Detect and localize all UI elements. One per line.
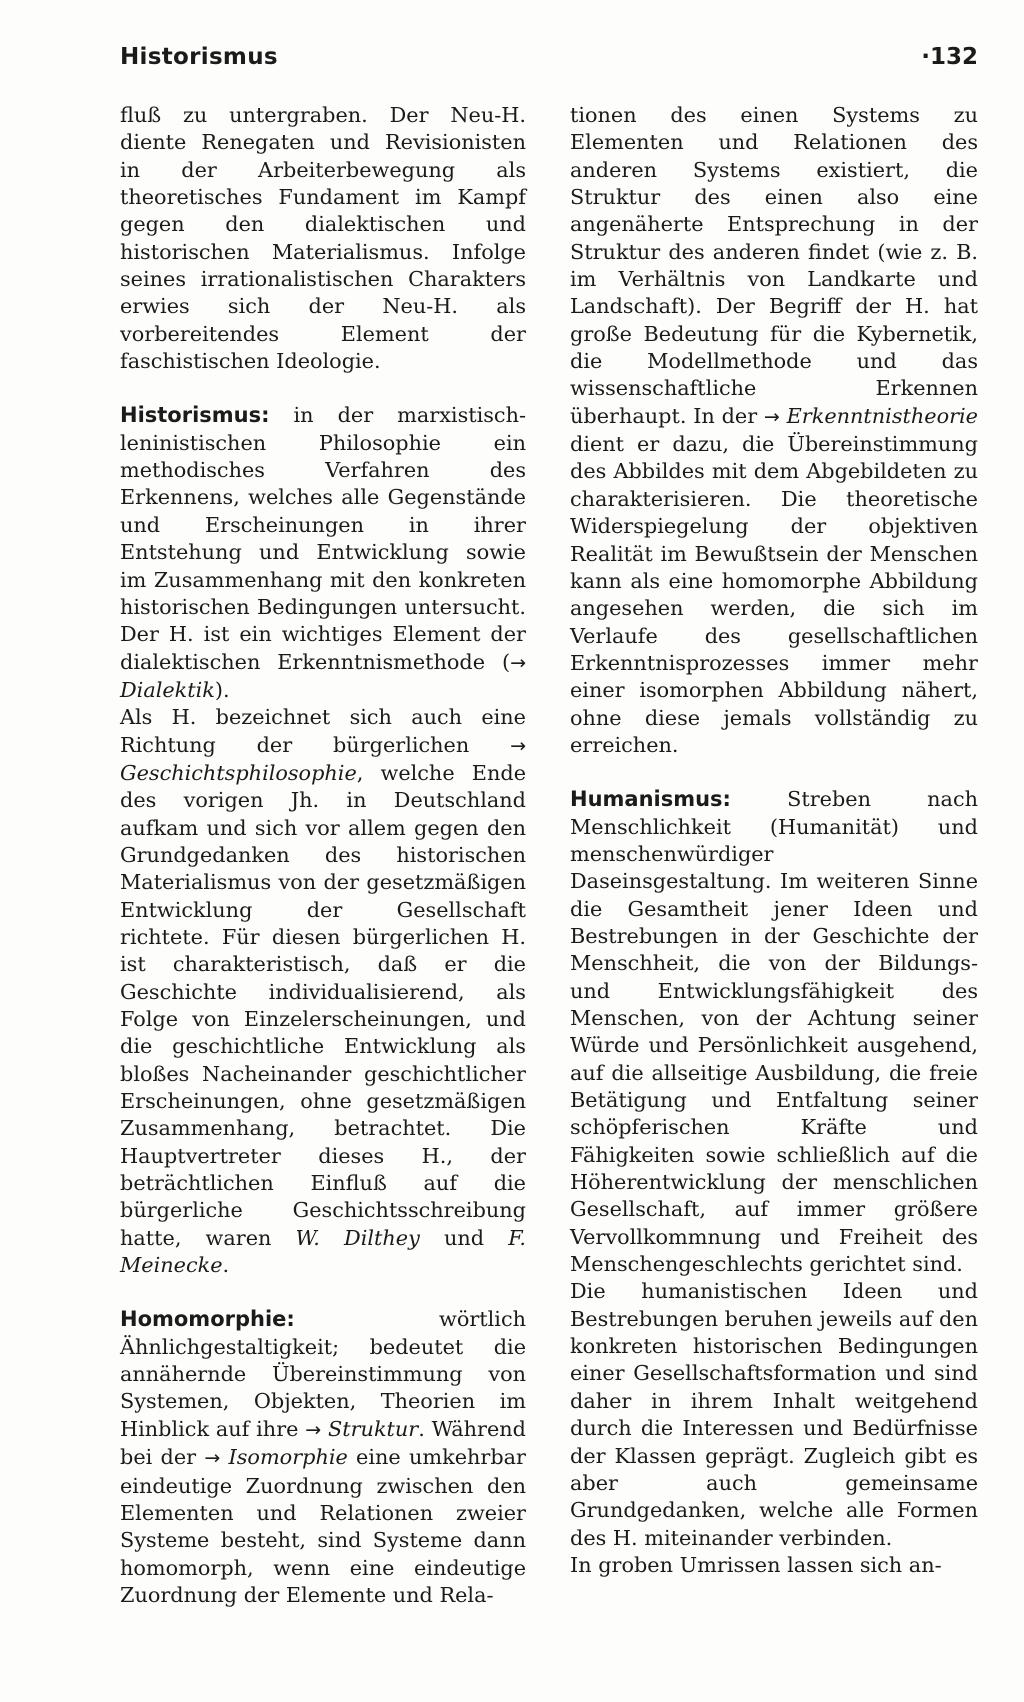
cross-reference-link[interactable]: Geschichtsphilosophie bbox=[120, 760, 357, 785]
cross-reference-arrow-icon: → bbox=[763, 405, 780, 428]
cross-reference-arrow-icon: → bbox=[510, 734, 526, 757]
entry-term: Historismus: bbox=[120, 403, 270, 428]
page-number: ·132 bbox=[921, 44, 978, 70]
cross-reference-arrow-icon: → bbox=[204, 1447, 221, 1470]
entry-humanismus bbox=[570, 786, 978, 1278]
running-head: Historismus bbox=[120, 44, 278, 70]
entry-text: Als H. bezeichnet sich auch eine Richtung der bürgerlichen bbox=[120, 705, 526, 757]
entry-text: und bbox=[419, 1225, 509, 1250]
paragraph-humanismus-2: Die humanistischen Ideen und Bestrebungen beruhen jeweils auf den konkreten historischen Bedingungen einer Gesellschaftsformation und sind daher in ihrem Inhalt weitgehend durch die Interessen und Bedürfnisse der Klassen geprägt. Zugleich gibt es aber auch gemeinsame Grundgedanken, welche alle Formen des H. miteinander verbinden. bbox=[570, 1279, 978, 1550]
entry-text: wörtlich Ähnlichgestaltigkeit; bedeutet die annähernde Übereinstimmung von Systemen, Objekten, Theorien im Hinblick auf ihre bbox=[120, 1307, 526, 1441]
entry-homomorphie bbox=[120, 1306, 526, 1609]
entry-text: eine umkehrbar eindeutige Zuordnung zwischen den Elementen und Relationen zweier Systeme besteht, sind Systeme dann homomorph, wenn eine eindeutige Zuordnung der Elemente und Rela- bbox=[120, 1445, 526, 1607]
cross-reference-link[interactable]: Erkenntnistheorie bbox=[779, 403, 978, 428]
entry-historismus bbox=[120, 402, 526, 704]
person-name: F. Meinecke bbox=[120, 1225, 527, 1278]
entry-text: ). bbox=[214, 677, 230, 702]
entry-text: dient er dazu, die Übereinstimmung des Abbildes mit dem Abgebildeten zu charakterisieren. Die theoretische Widerspiegelung der objektiven Realität im Bewußtsein der Menschen kann als eine homomorphe Abbildung angesehen werden, die sich im Verlaufe des gesellschaftlichen Erkenntnisprozesses immer mehr einer isomorphen Abbildung nähert, ohne diese jemals vollständig zu erreichen. bbox=[570, 432, 978, 757]
cross-reference-link[interactable]: Dialektik bbox=[120, 677, 215, 702]
entry-text: , welche Ende des vorigen Jh. in Deutschland aufkam und sich vor allem gegen den Grundgedanken des historischen Materialismus von der gesetzmäßigen Entwicklung der Gesellschaft richtete. Für diesen bürgerlichen H. ist charakteristisch, daß er die Geschichte individualisierend, als Folge von Einzelerscheinungen, und die geschichtliche Entwicklung als bloßes Nacheinander geschichtlicher Erscheinungen, ohne gesetzmäßigen Zusammenhang, betrachtet. Die Hauptvertreter dieses H., der beträchtlichen Einfluß auf die bürgerliche Geschichtsschreibung hatte, waren bbox=[120, 760, 526, 1250]
entry-text: in der marxistisch-leninistischen Philosophie ein methodisches Verfahren des Erkennens, welches alle Gegenstände und Erscheinungen in ihrer Entstehung und Entwicklung sowie im Zusammenhang mit den konkreten historischen Bedingungen untersucht. Der H. ist ein wichtiges Element der dialektischen Erkenntnismethode ( bbox=[120, 403, 526, 674]
page-header bbox=[120, 44, 978, 84]
left-column bbox=[120, 102, 526, 1609]
right-column bbox=[570, 102, 978, 1579]
cross-reference-link[interactable]: Struktur bbox=[321, 1416, 419, 1441]
cross-reference-link[interactable]: Isomorphie bbox=[220, 1445, 348, 1470]
cross-reference-arrow-icon: → bbox=[510, 651, 526, 674]
cross-reference-arrow-icon: → bbox=[305, 1418, 322, 1441]
entry-term: Humanismus: bbox=[570, 787, 731, 812]
entry-text: Streben nach Menschlichkeit (Humanität) und menschenwürdiger Daseinsgestaltung. Im weiteren Sinne die Gesamtheit jener Ideen und Bestrebungen in der Geschichte der Menschheit, die von der Bildungs- und Entwicklungsfähigkeit des Menschen, von der Achtung seiner Würde und Persönlichkeit ausgehend, auf die allseitige Ausbildung, die freie Betätigung und Entfaltung seiner schöpferischen Kräfte und Fähigkeiten sowie schließlich auf die Höherentwicklung der menschlichen Gesellschaft, auf immer größere Vervollkommnung und Freiheit des Menschengeschlechts gerichtet sind. bbox=[570, 787, 978, 1277]
paragraph-humanismus-3: In groben Umrissen lassen sich an- bbox=[570, 1552, 942, 1577]
paragraph-neu-historismus-end: fluß zu untergraben. Der Neu-H. diente Renegaten und Revisionisten in der Arbeiterbewegung als theoretisches Fundament im Kampf gegen den dialektischen und historischen Materialismus. Infolge seines irrationalistischen Charakters erwies sich der Neu-H. als vorbereitendes Element der faschistischen Ideologie. bbox=[120, 103, 526, 374]
paragraph-homomorphie-cont bbox=[570, 102, 978, 759]
entry-text: . Während bei der bbox=[120, 1416, 526, 1470]
person-name: W. Dilthey bbox=[295, 1225, 420, 1250]
entry-term: Homomorphie: bbox=[120, 1307, 295, 1332]
entry-text: tionen des einen Systems zu Elementen und Relationen des anderen Systems existiert, die Struktur des einen also eine angenäherte Entsprechung in der Struktur des anderen findet (wie z. B. im Verhältnis von Landkarte und Landschaft). Der Begriff der H. hat große Bedeutung für die Kybernetik, die Modellmethode und das wissenschaftliche Erkennen überhaupt. In der bbox=[570, 103, 978, 428]
paragraph-historismus-buergerlich bbox=[120, 704, 526, 1279]
entry-text: . bbox=[222, 1253, 230, 1278]
